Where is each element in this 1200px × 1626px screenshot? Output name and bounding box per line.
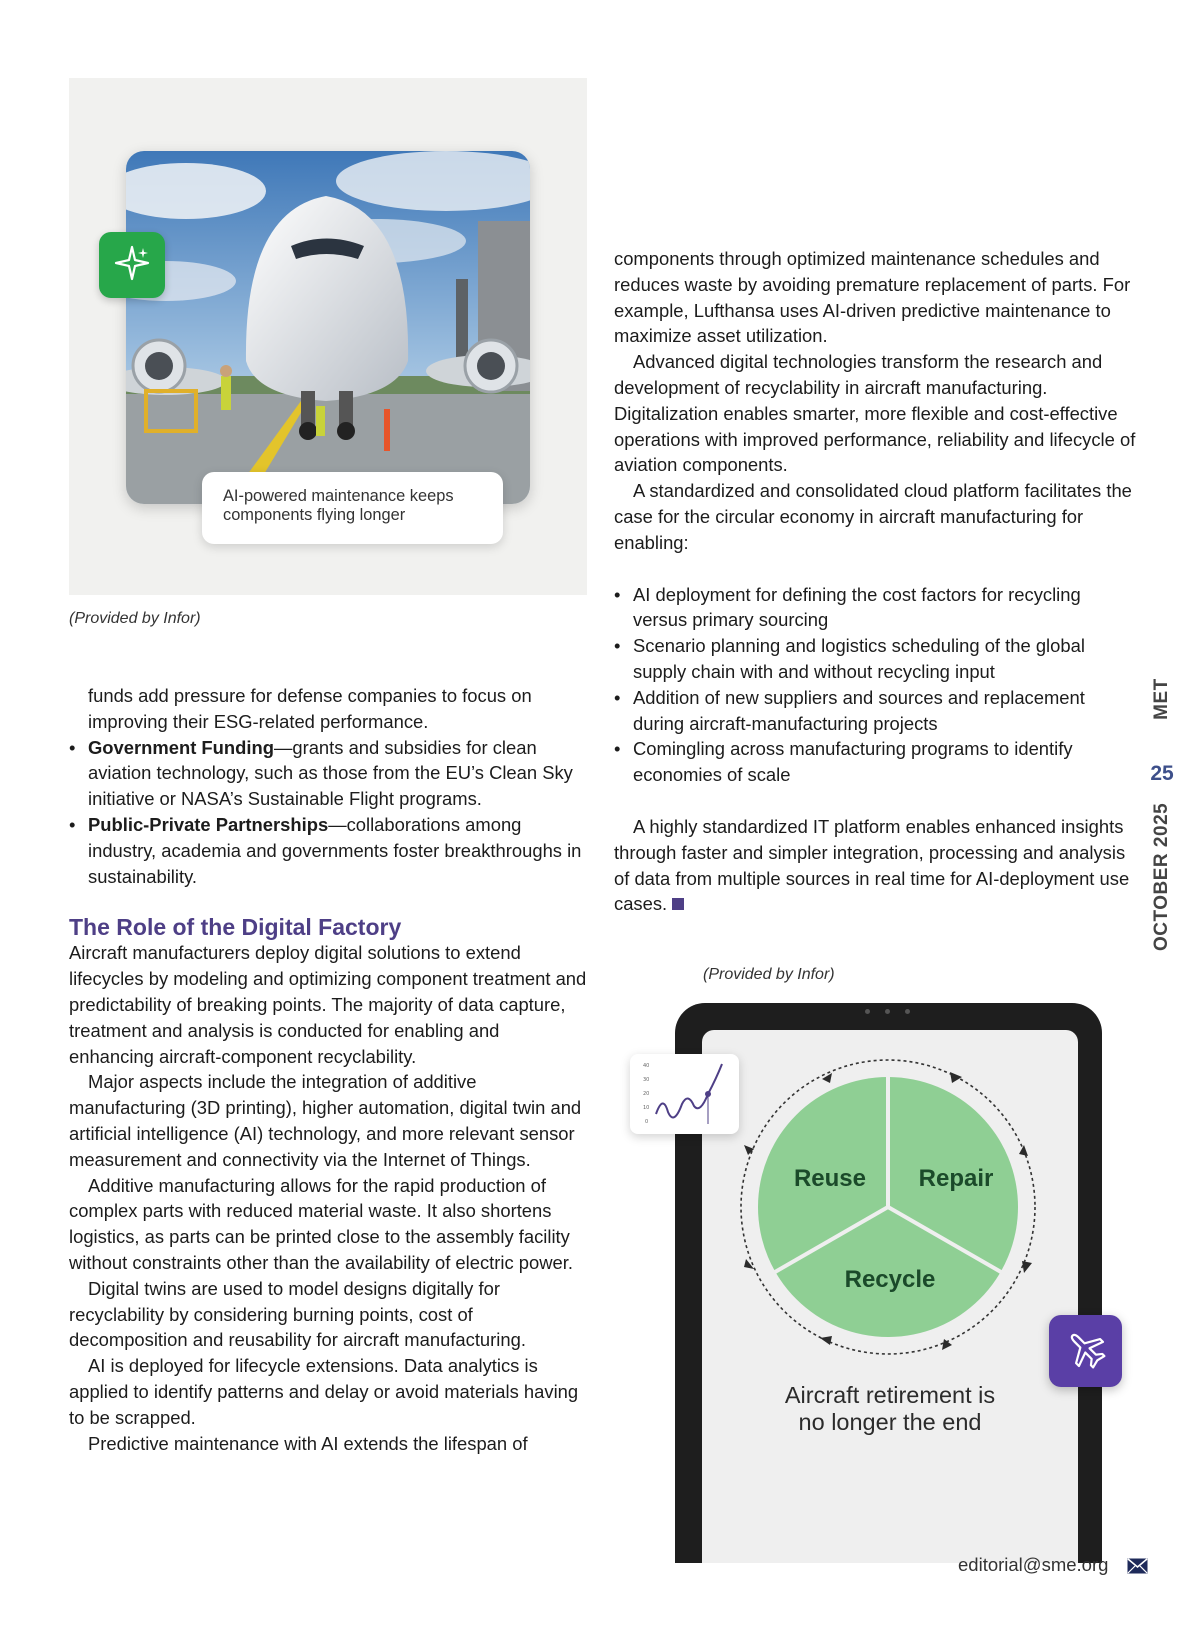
tick-label: 0 [645, 1119, 649, 1125]
continued-paragraph-line1: funds add pressure for defense companies to focus on [88, 685, 532, 706]
paragraph: Aircraft manufacturers deploy digital solutions to extend lifecycles by modeling and optimizing component treatment and predictability of breaking points. The majority of data capture, treatment and analysis is conducted for enabling and enhancing aircraft-component recyclability. [69, 942, 587, 1067]
airplane-illustration [126, 151, 530, 504]
tablet-tagline [702, 1382, 1078, 1436]
issue-label: OCTOBER 2025 [1151, 802, 1172, 951]
paragraph: Advanced digital technologies transform the research and development of recyclability in aircraft manufacturing. Digitalization enables smarter, more flexible and cost-effective operations with improved performance, reliability and lifecycle of aviation components. [614, 351, 1136, 476]
list-item: • Comingling across manufacturing programs to identify economies of scale [614, 736, 1138, 788]
segment-label-reuse: Reuse [793, 1165, 867, 1192]
funding-bullet-list [69, 735, 589, 890]
section-tag [1132, 678, 1192, 718]
segment-label-repair: Repair [918, 1165, 994, 1192]
airplane-icon [1063, 1326, 1109, 1377]
tagline-line2: no longer the end [798, 1409, 982, 1435]
right-column [614, 246, 1138, 917]
paragraph: Digital twins are used to model designs digitally for recyclability by considering burning points, cost of decomposition and reusability for aircraft manufacturing. [69, 1277, 526, 1351]
list-item [69, 735, 589, 812]
bullet-text: —grants and subsidies for clean aviation technology, such as those from the EU’s Clean Sky initiative or NASA’s Sustainable Flight programs. [88, 736, 573, 810]
paragraph: components through optimized maintenance schedules and reduces waste by avoiding premature replacement of parts. For example, Lufthansa uses AI-driven predictive maintenance to maximize asset utilization. [614, 248, 1131, 347]
end-mark [672, 898, 684, 910]
circular-economy-diagram [736, 1055, 1058, 1355]
continued-paragraph-line2: improving their ESG-related performance. [88, 710, 429, 732]
bullet-text: —collaborations among industry, academia and governments foster breakthroughs in sustainability. [88, 813, 582, 887]
list-item: • AI deployment for defining the cost factors for recycling versus primary sourcing [614, 582, 1138, 634]
tick-label: 20 [643, 1091, 650, 1097]
list-item: • Addition of new suppliers and sources and replacement during aircraft-manufacturing projects [614, 685, 1138, 737]
photo-label-card [202, 472, 503, 544]
list-item [69, 812, 589, 889]
closing-text: A highly standardized IT platform enables enhanced insights through faster and simpler integration, processing and analysis of data from multiple sources in real time for AI-deployment use cases. [614, 815, 1130, 915]
left-column [69, 683, 589, 1456]
tick-label: 30 [643, 1077, 650, 1083]
trend-line [656, 1064, 722, 1117]
page-number: 25 [1150, 762, 1174, 785]
issue-tag [1132, 802, 1192, 951]
airplane-badge [1049, 1315, 1122, 1387]
segment-label-recycle: Recycle [844, 1266, 936, 1293]
mini-chart-card [630, 1054, 739, 1134]
section-label: MET [1151, 678, 1172, 720]
section-heading: The Role of the Digital Factory [69, 914, 402, 941]
mini-line-chart [630, 1054, 739, 1134]
paragraph: Additive manufacturing allows for the rapid production of complex parts with reduced material waste. It also shortens logistics, as parts can be printed close to the assembly facility without constraints other than the availability of electric power. [69, 1174, 573, 1273]
tagline-line1: Aircraft retirement is [784, 1382, 996, 1408]
photo-label-line2: components flying longer [223, 506, 406, 524]
tick-label: 10 [643, 1105, 650, 1111]
tick-label: 40 [643, 1063, 650, 1069]
figure2-caption: (Provided by Infor) [703, 966, 835, 983]
paragraph: Predictive maintenance with AI extends the lifespan of [88, 1432, 528, 1454]
sparkle-icon [112, 243, 152, 288]
ai-badge [99, 232, 165, 298]
list-item: • Scenario planning and logistics scheduling of the global supply chain with and without recycling input [614, 633, 1138, 685]
bullet-term: Government Funding [88, 736, 274, 758]
photo-label-line1: AI-powered maintenance keeps [223, 487, 454, 505]
bullet-term: Public-Private Partnerships [88, 813, 329, 835]
camera-dots [865, 1009, 915, 1015]
paragraph: A standardized and consolidated cloud platform facilitates the case for the circular economy in aircraft manufacturing for enabling: [614, 480, 1132, 553]
figure1-caption: (Provided by Infor) [69, 610, 201, 627]
closing-paragraph [614, 814, 1138, 917]
airplane-photo [126, 151, 530, 504]
envelope-icon[interactable] [1127, 1558, 1148, 1579]
marker-point [705, 1091, 711, 1097]
paragraph: Major aspects include the integration of additive manufacturing (3D printing), higher automation, digital twin and artificial intelligence (AI) technology, and more relevant sensor measurement and connectivity via the Internet of Things. [69, 1071, 582, 1170]
paragraph: AI is deployed for lifecycle extensions. Data analytics is applied to identify patterns and delay or avoid materials having to be scrapped. [69, 1355, 579, 1428]
footer-email[interactable]: editorial@sme.org [958, 1554, 1109, 1575]
platform-bullet-list [614, 582, 1138, 788]
